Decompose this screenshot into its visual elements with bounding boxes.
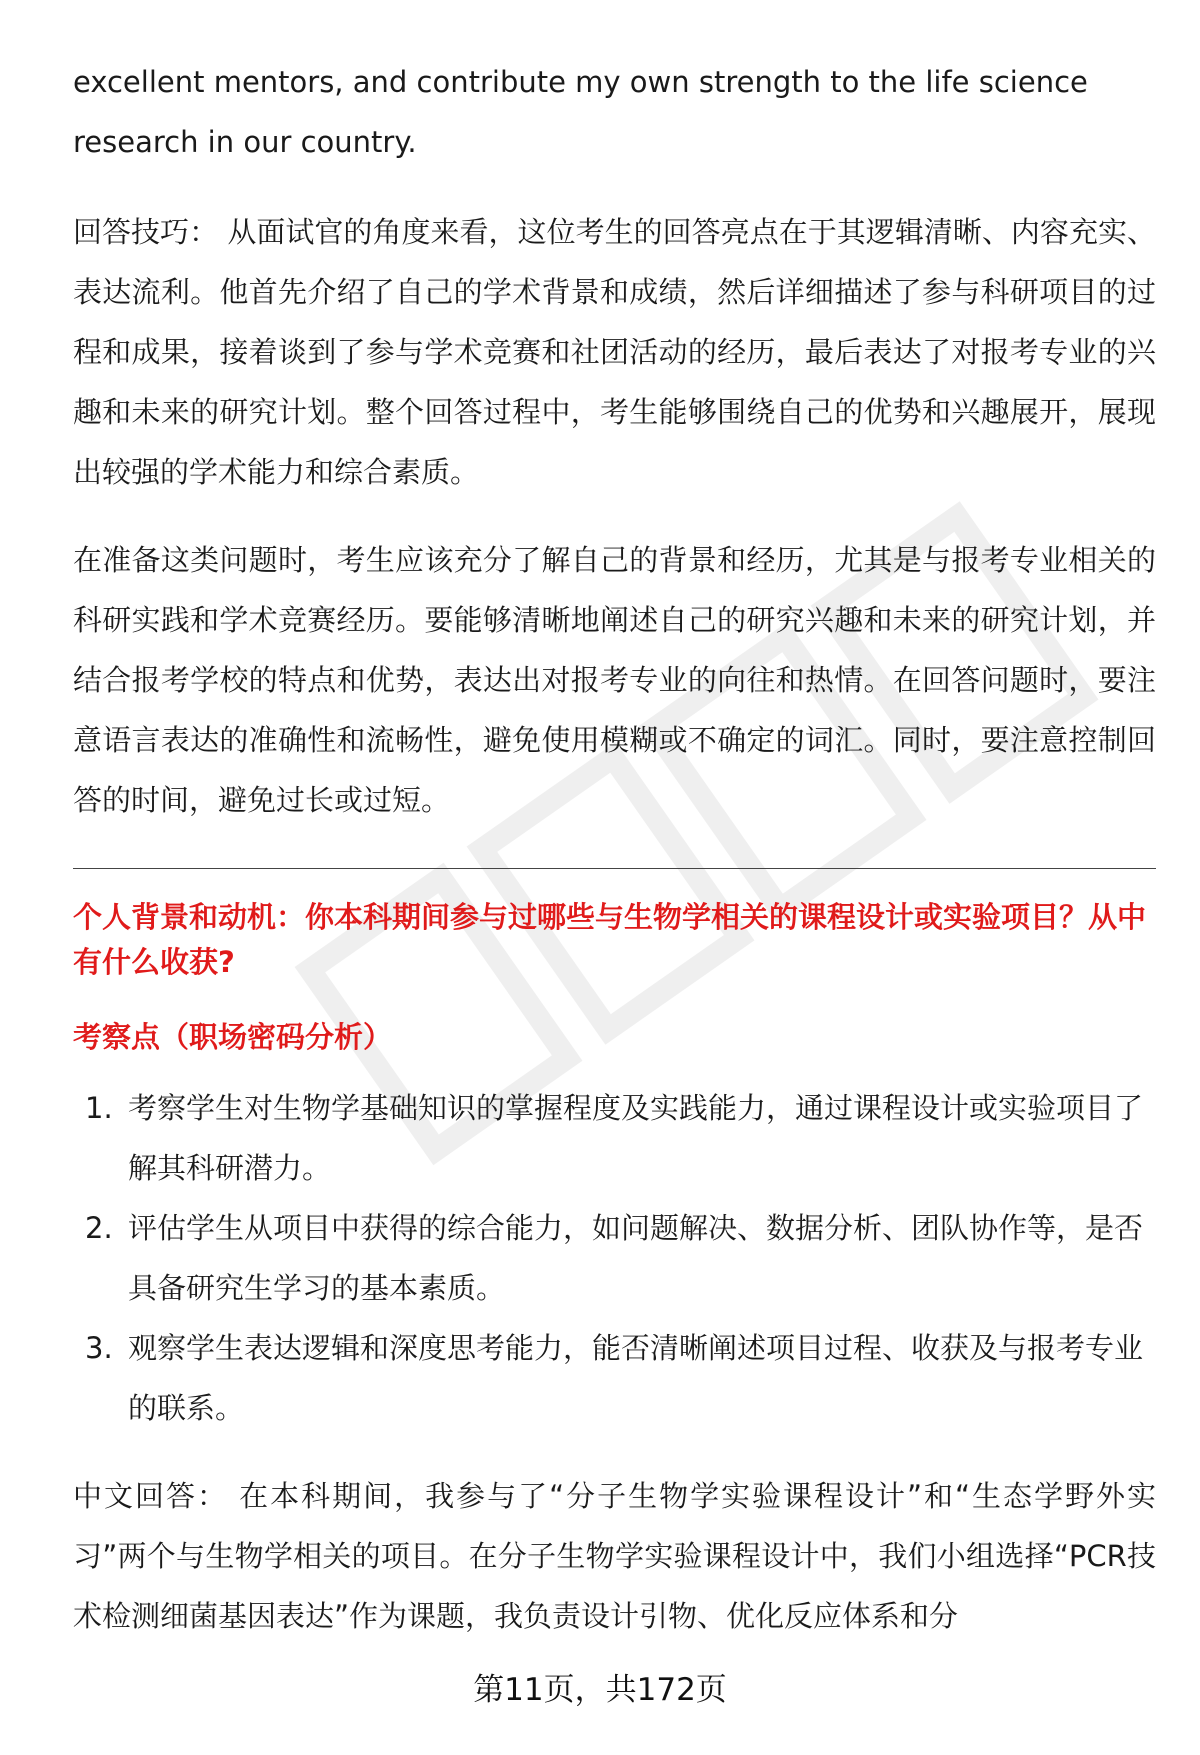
section-divider [73, 868, 1156, 869]
list-item [73, 1318, 1156, 1438]
document-page [73, 52, 1156, 1646]
list-item [73, 1198, 1156, 1318]
paragraph-answer-tips: 回答技巧： 从面试官的角度来看，这位考生的回答亮点在于其逻辑清晰、内容充实、表达流利。他首先介绍了自己的学术背景和成绩，然后详细描述了参与科研项目的过程和成果，接着谈到了参与学术竞赛和社团活动的经历，最后表达了对报考专业的兴趣和未来的研究计划。整个回答过程中，考生能够围绕自己的优势和兴趣展开，展现出较强的学术能力和综合素质。 [73, 215, 1156, 489]
paragraph-chinese-answer: 中文回答： 在本科期间，我参与了“分子生物学实验课程设计”和“生态学野外实习”两个与生物学相关的项目。在分子生物学实验课程设计中，我们小组选择“PCR技术检测细菌基因表达”作为课题，我负责设计引物、优化反应体系和分 [73, 1479, 1156, 1633]
list-item-number: 1. [85, 1091, 113, 1125]
list-item-text: 观察学生表达逻辑和深度思考能力，能否清晰阐述项目过程、收获及与报考专业的联系。 [128, 1331, 1144, 1425]
paragraph-preparation-advice: 在准备这类问题时，考生应该充分了解自己的背景和经历，尤其是与报考专业相关的科研实践和学术竞赛经历。要能够清晰地阐述自己的研究兴趣和未来的研究计划，并结合报考学校的特点和优势，表达出对报考专业的向往和热情。在回答问题时，要注意语言表达的准确性和流畅性，避免使用模糊或不确定的词汇。同时，要注意控制回答的时间，避免过长或过短。 [73, 543, 1156, 817]
assessment-points-list [73, 1078, 1156, 1438]
list-item-text: 考察学生对生物学基础知识的掌握程度及实践能力，通过课程设计或实验项目了解其科研潜力。 [128, 1091, 1144, 1185]
list-item-number: 3. [85, 1331, 113, 1365]
question-heading: 个人背景和动机：你本科期间参与过哪些与生物学相关的课程设计或实验项目？从中有什么收获? [73, 900, 1147, 979]
list-item [73, 1078, 1156, 1198]
page-number-footer: 第11页，共172页 [473, 1672, 727, 1708]
paragraph-english-ending: excellent mentors, and contribute my own strength to the life science research in our country. [73, 65, 1088, 159]
assessment-points-heading: 考察点（职场密码分析） [73, 1020, 393, 1054]
list-item-text: 评估学生从项目中获得的综合能力，如问题解决、数据分析、团队协作等，是否具备研究生学习的基本素质。 [128, 1211, 1144, 1305]
list-item-number: 2. [85, 1211, 113, 1245]
